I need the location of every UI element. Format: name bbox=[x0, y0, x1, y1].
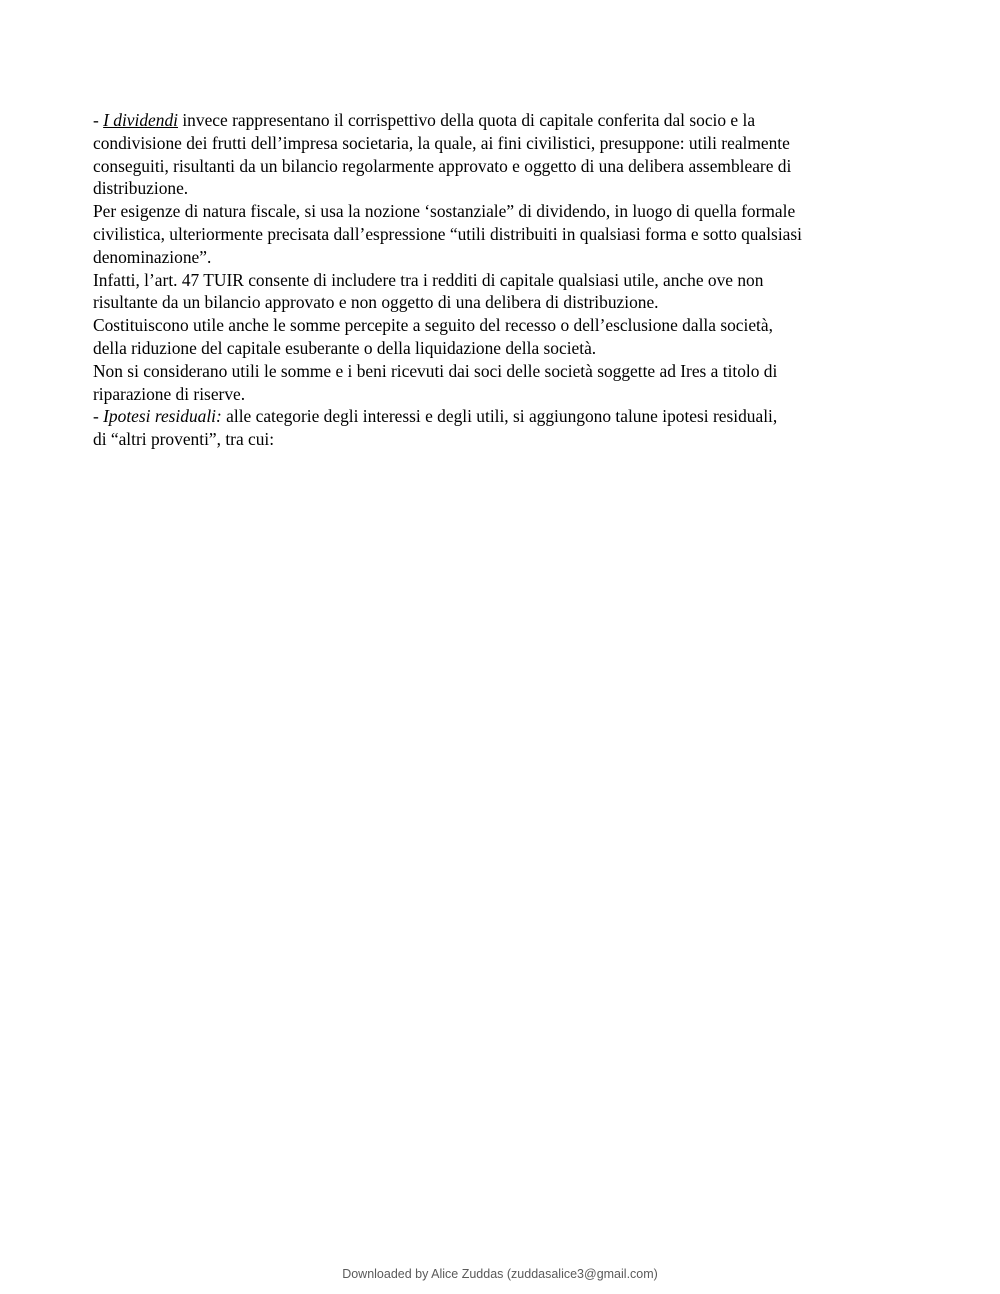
term-ipotesi-residuali: Ipotesi residuali: bbox=[103, 406, 222, 427]
term-dividendi: I dividendi bbox=[103, 110, 178, 130]
paragraph-utile-line-1: Costituiscono utile anche le somme percepite a seguito del recesso o dell’esclusione dalla società, bbox=[93, 315, 773, 336]
body-text bbox=[93, 109, 923, 451]
paragraph-riserve-line-1: Non si considerano utili le somme e i beni ricevuti dai soci delle società soggette ad Ires a titolo di bbox=[93, 360, 778, 381]
paragraph-residuali-line-1 bbox=[93, 405, 923, 428]
paragraph-dividendi-line-2: condivisione dei frutti dell’impresa societaria, la quale, ai fini civilistici, presuppone: utili realmente bbox=[93, 132, 790, 153]
paragraph-fiscale-line-2: civilistica, ulteriormente precisata dall’espressione “utili distribuiti in qualsiasi forma e sotto qualsiasi bbox=[93, 223, 802, 244]
paragraph-dividendi-line-3: conseguiti, risultanti da un bilancio regolarmente approvato e oggetto di una delibera assembleare di bbox=[93, 155, 792, 176]
text-span: alle categorie degli interessi e degli utili, si aggiungono talune ipotesi residuali, bbox=[221, 406, 778, 427]
list-dash: - bbox=[93, 110, 104, 130]
paragraph-dividendi-line-4: distribuzione. bbox=[93, 178, 189, 199]
paragraph-utile-line-2: della riduzione del capitale esuberante o della liquidazione della società. bbox=[93, 337, 597, 358]
paragraph-tuir-line-2: risultante da un bilancio approvato e non oggetto di una delibera di distribuzione. bbox=[93, 292, 659, 313]
paragraph-dividendi-line-1 bbox=[93, 109, 923, 132]
text-span: invece rappresentano il corrispettivo della quota di capitale conferita dal socio e la bbox=[178, 110, 756, 130]
list-dash: - bbox=[93, 406, 104, 427]
paragraph-fiscale-line-3: denominazione”. bbox=[93, 246, 212, 267]
paragraph-riserve-line-2: riparazione di riserve. bbox=[93, 383, 246, 404]
download-footer: Downloaded by Alice Zuddas (zuddasalice3@gmail.com) bbox=[342, 1267, 658, 1281]
paragraph-residuali-line-2: di “altri proventi”, tra cui: bbox=[93, 429, 275, 450]
paragraph-tuir-line-1: Infatti, l’art. 47 TUIR consente di includere tra i redditi di capitale qualsiasi utile, anche ove non bbox=[93, 269, 764, 290]
paragraph-fiscale-line-1: Per esigenze di natura fiscale, si usa la nozione ‘sostanziale” di dividendo, in luogo di quella formale bbox=[93, 201, 796, 222]
